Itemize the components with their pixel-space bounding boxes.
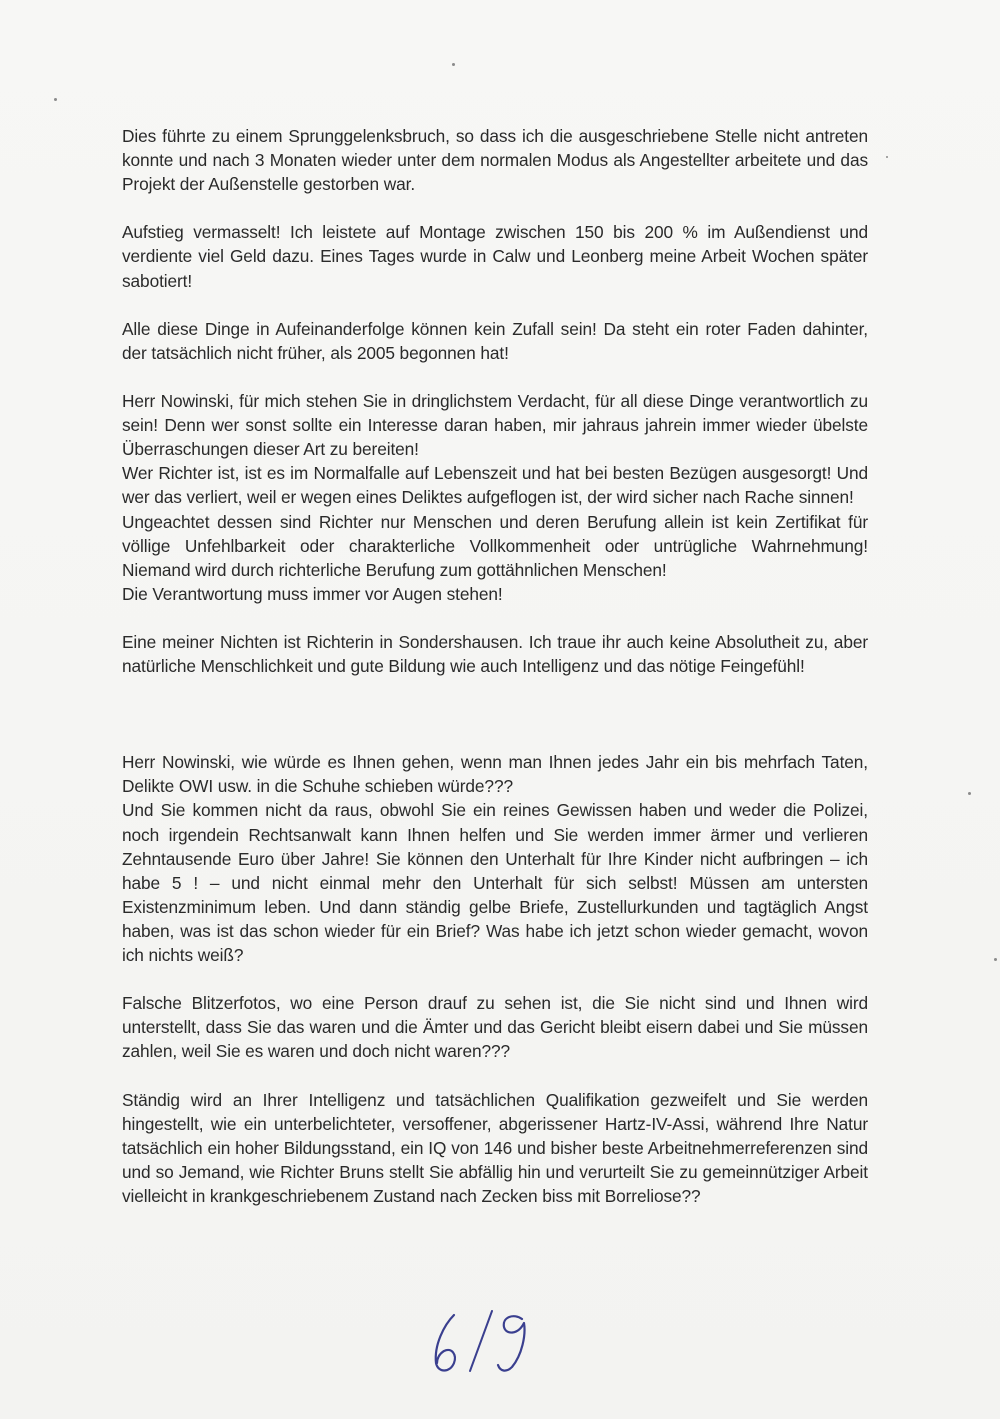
scan-speck [968, 792, 971, 795]
paragraph: Eine meiner Nichten ist Richterin in Sondershausen. Ich traue ihr auch keine Absolutheit zu, aber natürliche Menschlichkeit und gute Bildung wie auch Intelligenz und das nötige Feingefühl! [122, 631, 868, 677]
paragraph: Herr Nowinski, für mich stehen Sie in dringlichstem Verdacht, für all diese Dinge verantwortlich zu sein! Denn wer sonst sollte ein Interesse daran haben, mir jahraus jahrein immer wieder übelste Überraschungen dieser Art zu bereiten! [122, 391, 868, 460]
scan-speck [54, 98, 57, 101]
paragraph: Dies führte zu einem Sprunggelenksbruch, so dass ich die ausgeschriebene Stelle nicht antreten konnte und nach 3 Monaten wieder unter dem normalen Modus als Angestellter arbeitete und das Projekt der Außenstelle gestorben war. [122, 126, 868, 195]
paragraph: Ungeachtet dessen sind Richter nur Menschen und deren Berufung allein ist kein Zertifikat für völlige Unfehlbarkeit oder charakterliche Vollkommenheit oder untrügliche Wahrnehmung! Niemand wird durch richterliche Berufung zum gottähnlichen Menschen! [122, 511, 868, 580]
scan-speck [886, 156, 888, 158]
paragraph: Die Verantwortung muss immer vor Augen stehen! [122, 583, 503, 604]
page-number-ink [426, 1305, 556, 1377]
scan-speck [994, 958, 997, 961]
paragraph: Wer Richter ist, ist es im Normalfalle auf Lebenszeit und hat bei besten Bezügen ausgesorgt! Und wer das verliert, weil er wegen eines Deliktes aufgeflogen ist, der wird sicher nach Rache sinnen! [122, 463, 868, 508]
paragraph: Ständig wird an Ihrer Intelligenz und tatsächlichen Qualifikation gezweifelt und Sie werden hingestellt, wie ein unterbelichteter, versoffener, abgerissener Hartz-IV-Assi, während Ihre Natur tatsächlich ein hoher Bildungsstand, ein IQ von 146 und bisher beste Arbeitnehmerreferenzen sind und so Jemand, wie Richter Bruns stellt Sie abfällig hin und verurteilt Sie zu gemeinnütziger Arbeit vielleicht in krankgeschriebenem Zustand nach Zecken biss mit Borreliose?? [122, 1089, 868, 1206]
paragraph: Aufstieg vermasselt! Ich leistete auf Montage zwischen 150 bis 200 % im Außendienst und verdiente viel Geld dazu. Eines Tages wurde in Calw und Leonberg meine Arbeit Wochen später sabotiert! [122, 222, 868, 291]
blank-space [122, 702, 868, 750]
paragraph: Und Sie kommen nicht da raus, obwohl Sie ein reines Gewissen haben und weder die Polizei, noch irgendein Rechtsanwalt kann Ihnen helfen und Sie werden immer ärmer und verlieren Zehntausende Euro über Jahre! Sie können den Unterhalt für Ihre Kinder nicht aufbringen – ich habe 5 ! – und nicht einmal mehr den Unterhalt für sich selbst! Müssen am untersten Existenzminimum leben. Und dann ständig gelbe Briefe, Zustellurkunden und tagtäglich Angst haben, was ist das schon wieder für ein Brief? Was habe ich jetzt schon wieder gemacht, wovon ich nichts weiß? [122, 800, 868, 965]
letter-body [122, 124, 868, 1232]
paragraph: Herr Nowinski, wie würde es Ihnen gehen, wenn man Ihnen jedes Jahr ein bis mehrfach Taten, Delikte OWI usw. in die Schuhe schieben würde??? [122, 752, 868, 797]
paragraph: Falsche Blitzerfotos, wo eine Person drauf zu sehen ist, die Sie nicht sind und Ihnen wird unterstellt, dass Sie das waren und die Ämter und das Gericht bleibt eisern dabei und Sie müssen zahlen, weil Sie es waren und doch nicht waren??? [122, 993, 868, 1062]
scan-speck [452, 63, 455, 66]
paragraph: Alle diese Dinge in Aufeinanderfolge können kein Zufall sein! Da steht ein roter Faden dahinter, der tatsächlich nicht früher, als 2005 begonnen hat! [122, 318, 868, 363]
handwritten-page-number [426, 1305, 556, 1377]
